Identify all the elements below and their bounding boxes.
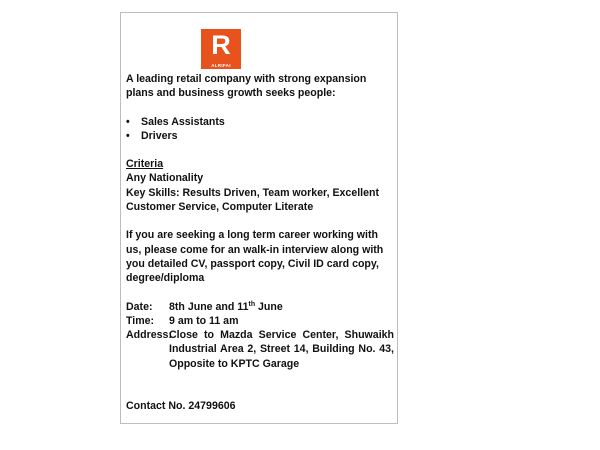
logo-letter: R bbox=[211, 30, 231, 60]
alrifai-logo bbox=[201, 29, 241, 69]
key-skills-text: Key Skills: Results Driven, Team worker, Excellent Customer Service, Computer Literate bbox=[126, 186, 379, 214]
position-item bbox=[126, 129, 394, 143]
position-item bbox=[126, 115, 394, 129]
address-row bbox=[126, 328, 394, 371]
date-label: Date: bbox=[126, 300, 153, 313]
invite-text: If you are seeking a long term career working with us, please come for an walk-in interview along with you detailed CV, passport copy, Civil ID card copy, degree/diploma bbox=[126, 229, 384, 285]
position-label: Drivers bbox=[141, 129, 178, 142]
bullet-icon: • bbox=[126, 115, 130, 128]
address-label: Address: bbox=[126, 329, 172, 342]
intro-text: A leading retail company with strong expansion plans and business growth seeks people: bbox=[126, 73, 367, 100]
address-value: Close to Mazda Service Center, Shuwaikh Industrial Area 2, Street 14, Building No. 43, Opposite to KPTC Garage bbox=[169, 329, 394, 370]
contact-text: Contact No. 24799606 bbox=[126, 400, 236, 413]
criteria-heading: Criteria bbox=[126, 158, 164, 171]
time-value: 9 am to 11 am bbox=[169, 314, 239, 327]
ad-content bbox=[126, 72, 394, 413]
bullet-icon: • bbox=[126, 129, 130, 142]
time-label: Time: bbox=[126, 314, 155, 327]
nationality-text: Any Nationality bbox=[126, 172, 204, 185]
position-label: Sales Assistants bbox=[141, 115, 225, 128]
date-value: 8th June and 11th June bbox=[169, 300, 283, 313]
time-row bbox=[126, 314, 394, 328]
date-row bbox=[126, 300, 394, 314]
job-ad-card bbox=[120, 12, 398, 424]
logo-text: ALRIFAI bbox=[211, 63, 231, 68]
